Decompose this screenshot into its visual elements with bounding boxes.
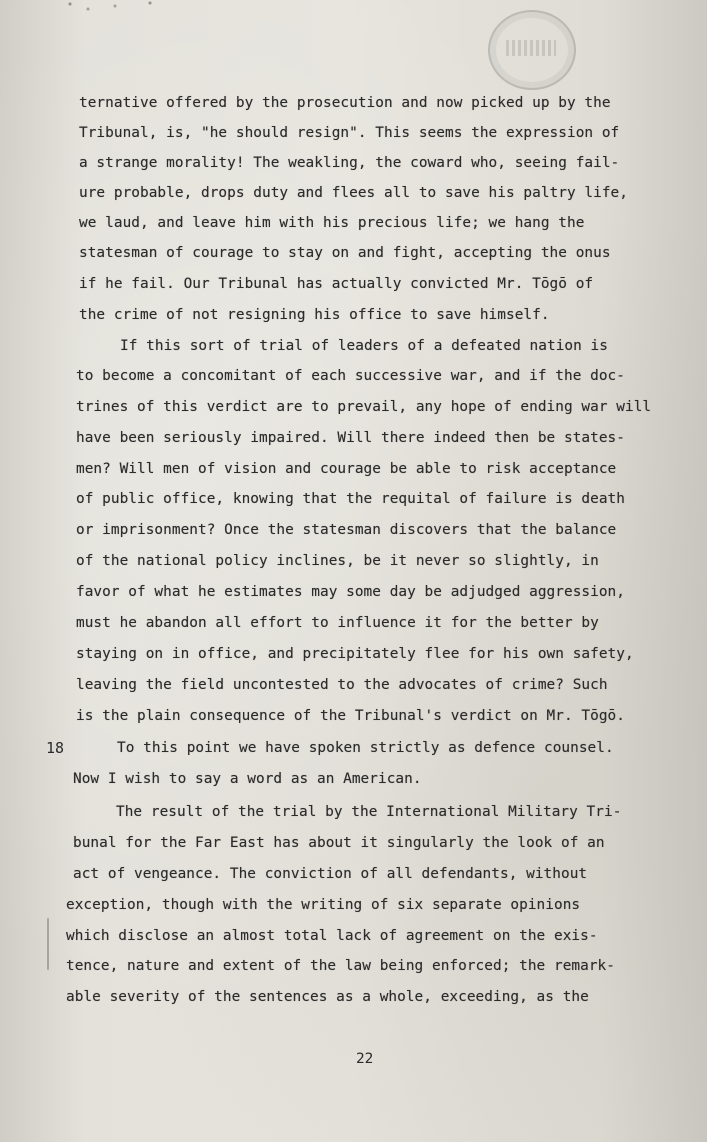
page-number: 22: [356, 1051, 374, 1067]
text-line: of the national policy inclines, be it never so slightly, in: [76, 553, 599, 569]
text-line: To this point we have spoken strictly as defence counsel.: [117, 740, 614, 756]
text-line: we laud, and leave him with his precious life; we hang the: [79, 215, 585, 231]
text-line: men? Will men of vision and courage be able to risk acceptance: [76, 461, 617, 477]
text-line: The result of the trial by the International Military Tri-: [116, 804, 622, 820]
text-line: ure probable, drops duty and flees all to save his paltry life,: [79, 185, 628, 201]
text-line: must he abandon all effort to influence it for the better by: [76, 615, 599, 631]
text-line: have been seriously impaired. Will there indeed then be states-: [76, 430, 625, 446]
text-line: which disclose an almost total lack of agreement on the exis-: [66, 928, 598, 944]
text-line: Now I wish to say a word as an American.: [73, 771, 422, 787]
text-line: If this sort of trial of leaders of a defeated nation is: [120, 338, 608, 354]
text-line: to become a concomitant of each successive war, and if the doc-: [76, 368, 625, 384]
text-line: of public office, knowing that the requital of failure is death: [76, 491, 625, 507]
scan-specks: [60, 0, 180, 16]
margin-mark: [47, 918, 49, 970]
text-line: statesman of courage to stay on and fight, accepting the onus: [79, 245, 611, 261]
text-line: if he fail. Our Tribunal has actually convicted Mr. Tōgō of: [79, 276, 594, 292]
text-line: bunal for the Far East has about it singularly the look of an: [73, 835, 605, 851]
text-line: tence, nature and extent of the law being enforced; the remark-: [66, 958, 615, 974]
text-line: exception, though with the writing of six separate opinions: [66, 897, 581, 913]
text-line: is the plain consequence of the Tribunal's verdict on Mr. Tōgō.: [76, 708, 625, 724]
text-line: Tribunal, is, "he should resign". This seems the expression of: [79, 125, 620, 141]
text-line: staying on in office, and precipitately flee for his own safety,: [76, 646, 634, 662]
text-line: trines of this verdict are to prevail, any hope of ending war will: [76, 399, 652, 415]
text-line: a strange morality! The weakling, the coward who, seeing fail-: [79, 155, 620, 171]
archive-stamp: [488, 10, 576, 90]
text-line: the crime of not resigning his office to save himself.: [79, 307, 550, 323]
text-line: act of vengeance. The conviction of all defendants, without: [73, 866, 588, 882]
text-line: leaving the field uncontested to the advocates of crime? Such: [76, 677, 608, 693]
text-line: able severity of the sentences as a whole, exceeding, as the: [66, 989, 589, 1005]
text-line: favor of what he estimates may some day be adjudged aggression,: [76, 584, 625, 600]
paragraph-number: 18: [46, 739, 65, 757]
text-line: ternative offered by the prosecution and now picked up by the: [79, 95, 611, 111]
text-line: or imprisonment? Once the statesman discovers that the balance: [76, 522, 617, 538]
